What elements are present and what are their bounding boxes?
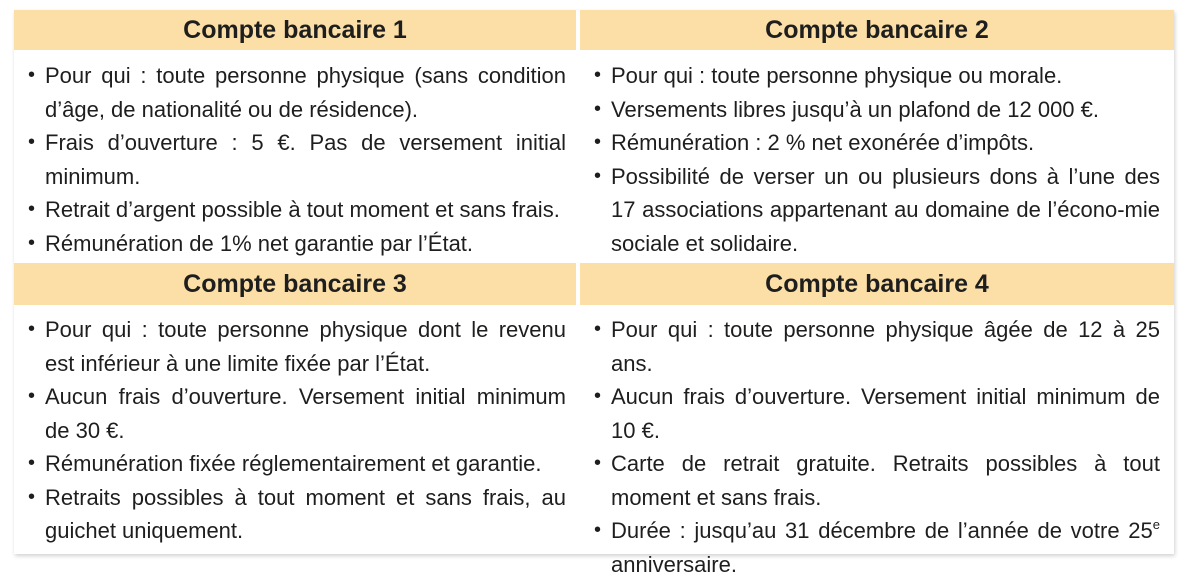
list-item: • Pour qui : toute personne physique ou morale. — [580, 59, 1160, 93]
account-3-title: Compte bancaire 3 — [183, 269, 407, 298]
list-item: • Retraits possibles à tout moment et sans frais, au guichet uniquement. — [14, 481, 566, 548]
bullet-icon: • — [594, 164, 602, 187]
bullet-icon: • — [28, 64, 36, 86]
account-2-details — [580, 59, 1174, 260]
bullet-icon: • — [28, 485, 36, 508]
account-2-header — [580, 10, 1174, 50]
list-item: • Versements libres jusqu’à un plafond de 12 000 €. — [580, 93, 1160, 127]
account-1-title: Compte bancaire 1 — [183, 15, 407, 44]
bullet-icon: • — [594, 64, 602, 86]
list-item: • Carte de retrait gratuite. Retraits possibles à tout moment et sans frais. — [580, 447, 1160, 514]
list-item: • Durée : jusqu’au 31 décembre de l’année de votre 25e anniversaire. — [580, 514, 1160, 581]
bullet-icon: • — [594, 385, 602, 407]
bullet-icon: • — [594, 519, 602, 541]
list-item: • Frais d’ouverture : 5 €. Pas de versement initial minimum. — [14, 126, 566, 193]
bullet-icon: • — [28, 318, 36, 340]
ordinal-superscript: e — [1152, 517, 1160, 532]
account-3-details — [14, 313, 576, 548]
bullet-icon: • — [28, 231, 36, 254]
account-2-title: Compte bancaire 2 — [765, 15, 989, 44]
list-item: • Pour qui : toute personne physique âgée de 12 à 25 ans. — [580, 313, 1160, 380]
account-3-header — [14, 263, 576, 305]
bullet-icon: • — [594, 97, 602, 120]
list-item: • Rémunération fixée réglementairement et garantie. — [14, 447, 566, 481]
list-item: • Aucun frais d’ouverture. Versement initial minimum de 30 €. — [14, 380, 566, 447]
account-1-header — [14, 10, 576, 50]
bullet-icon: • — [28, 131, 36, 153]
list-item: • Aucun frais d’ouverture. Versement initial minimum de 10 €. — [580, 380, 1160, 447]
list-item: • Rémunération : 2 % net exonérée d’impôts. — [580, 126, 1160, 160]
list-item: • Possibilité de verser un ou plusieurs dons à l’une des 17 associations appartenant au domaine de l’écono-mie sociale et solidaire. — [580, 160, 1160, 261]
bullet-icon: • — [594, 131, 602, 153]
bullet-icon: • — [28, 452, 36, 474]
account-1-details — [14, 59, 576, 260]
bullet-icon: • — [594, 318, 602, 340]
account-4-header — [580, 263, 1174, 305]
bullet-icon: • — [28, 385, 36, 407]
accounts-comparison-table — [14, 10, 1174, 577]
account-4-details — [580, 313, 1174, 581]
list-item: • Pour qui : toute personne physique dont le revenu est inférieur à une limite fixée par l’État. — [14, 313, 566, 380]
bullet-icon: • — [594, 452, 602, 474]
list-item: • Retrait d’argent possible à tout moment et sans frais. — [14, 193, 566, 227]
account-4-title: Compte bancaire 4 — [765, 269, 989, 298]
list-item: • Pour qui : toute personne physique (sans condition d’âge, de nationalité ou de résidence). — [14, 59, 566, 126]
bullet-icon: • — [28, 198, 36, 220]
last-item-tail: anniversaire. — [611, 551, 737, 577]
list-item: • Rémunération de 1% net garantie par l’État. — [14, 227, 566, 261]
